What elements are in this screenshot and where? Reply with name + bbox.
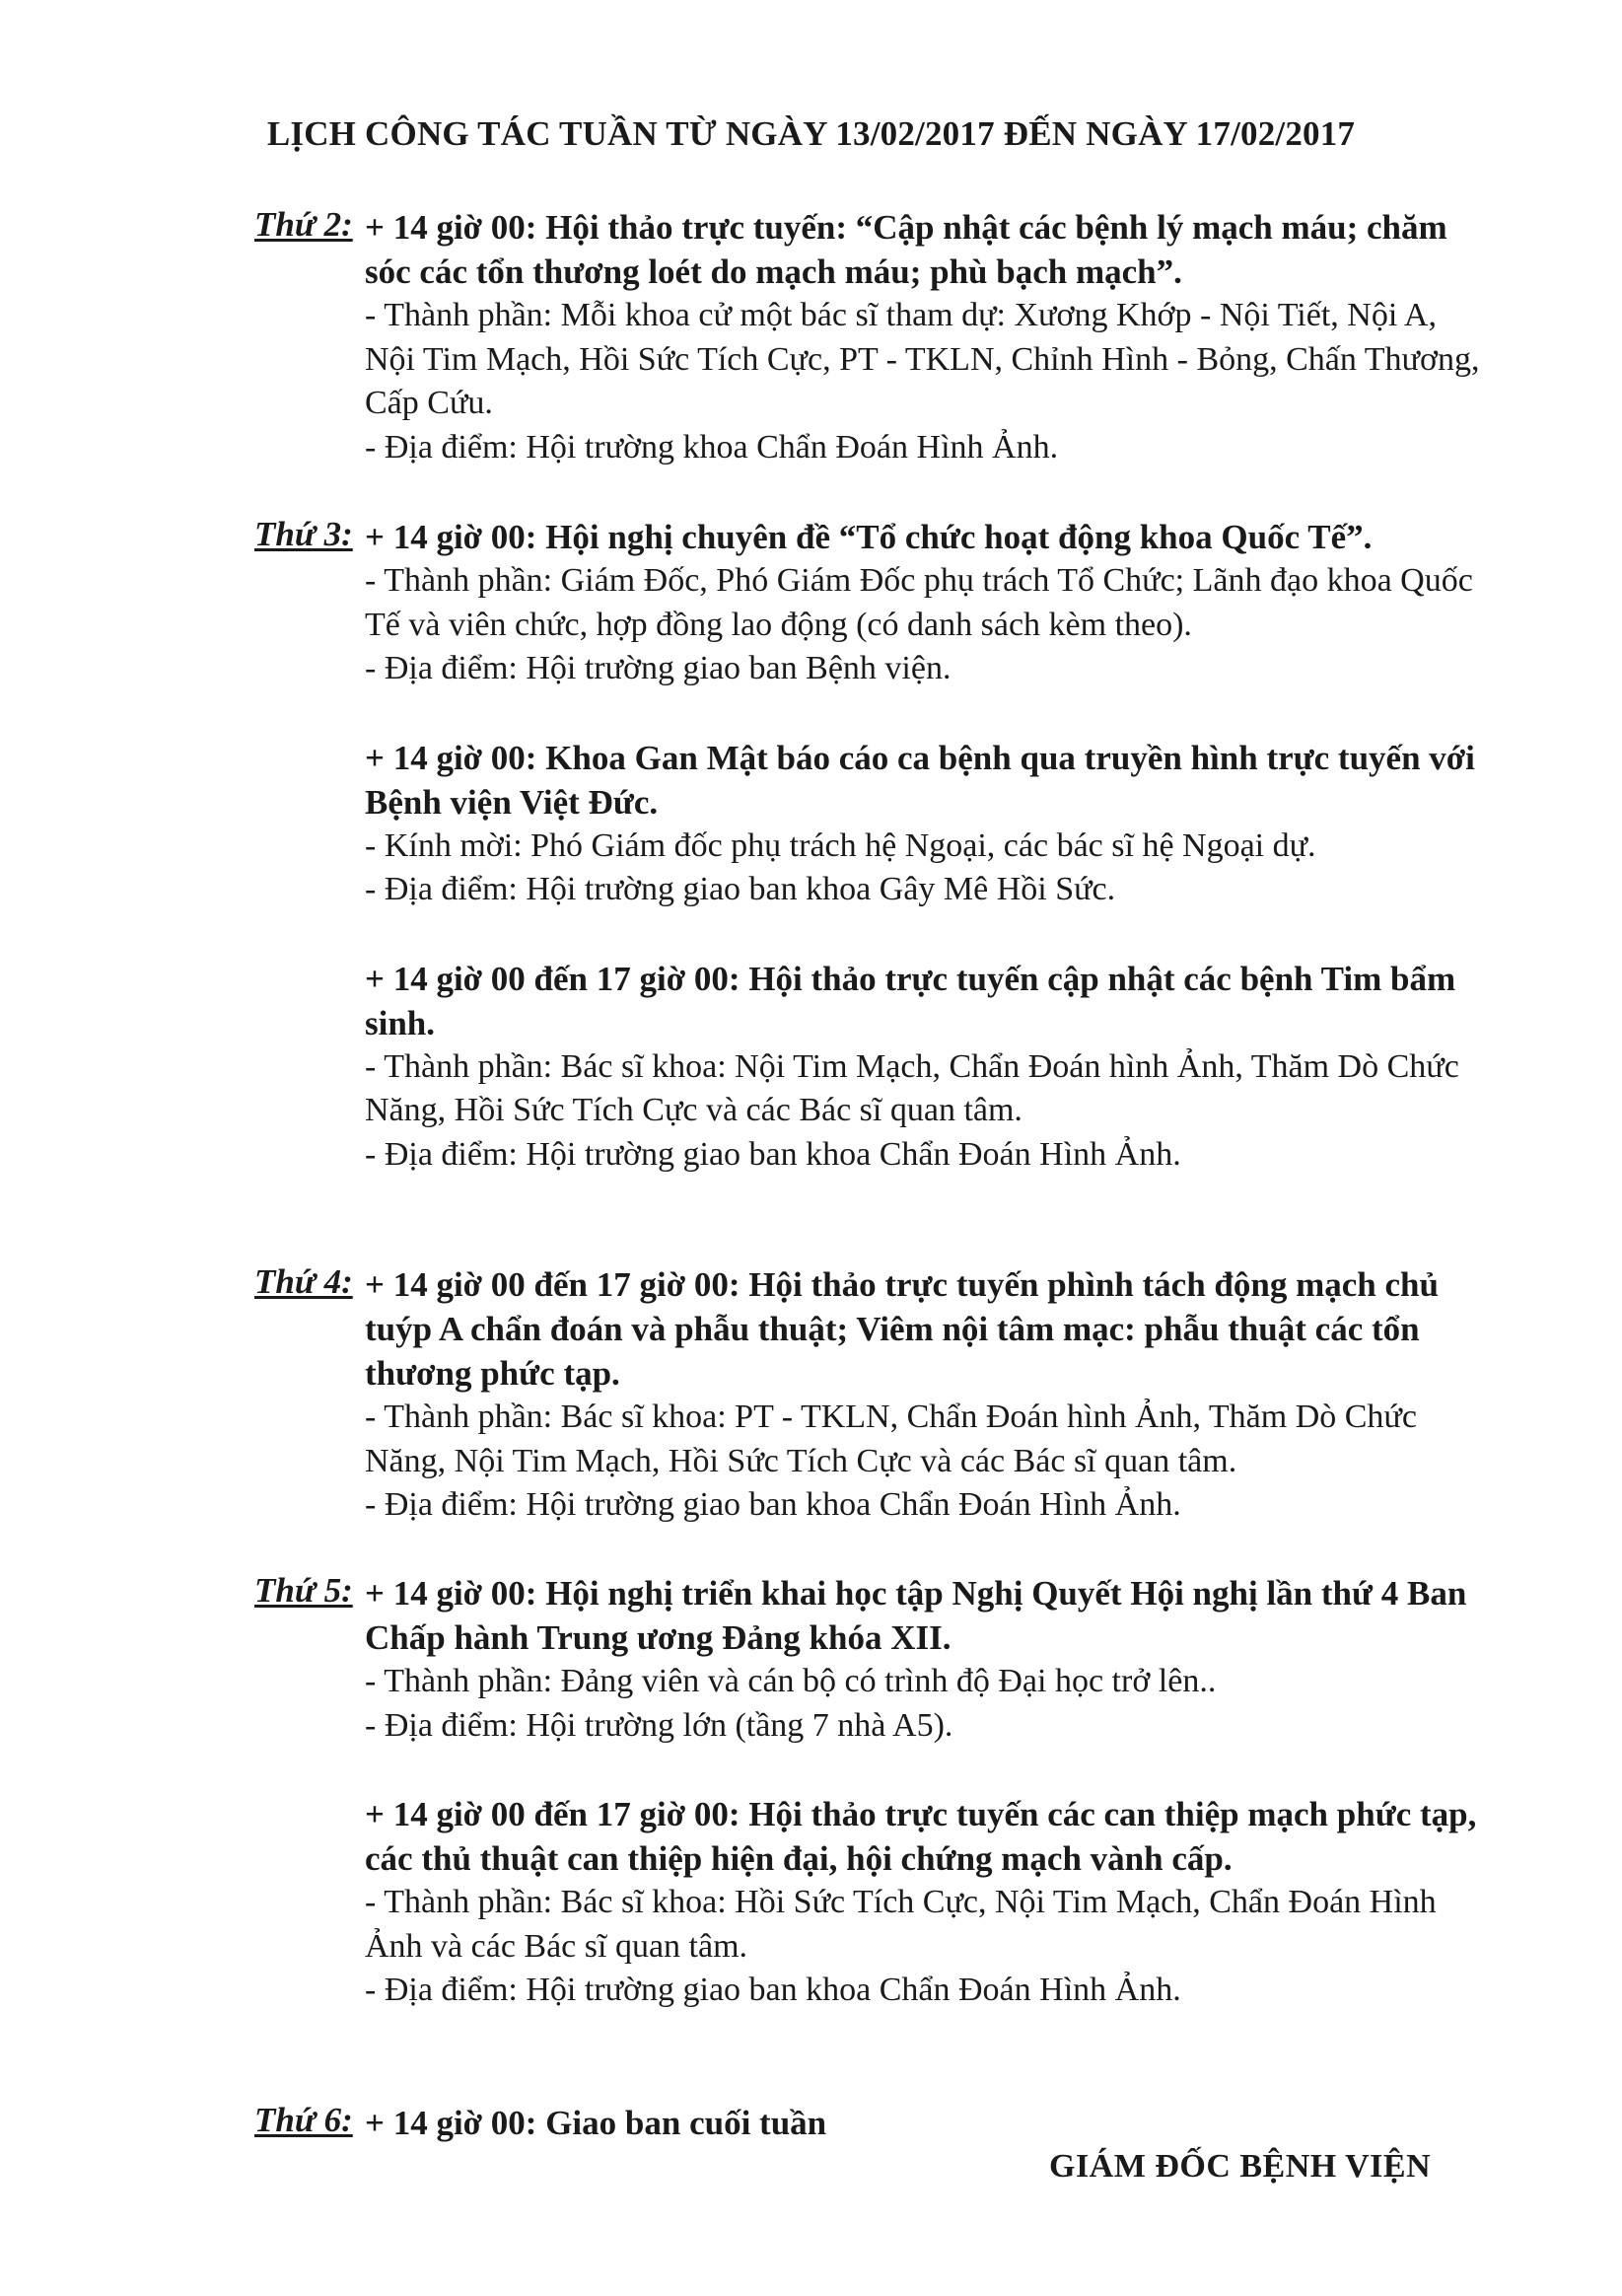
day-label: Thứ 2: (254, 205, 353, 244)
day-entries (365, 1571, 1489, 2013)
entry-headline: + 14 giờ 00: Hội thảo trực tuyến: “Cập nhật các bệnh lý mạch máu; chăm sóc các tổn thương loét do mạch máu; phù bạch mạch”. (365, 208, 1447, 291)
schedule-entry (365, 957, 1489, 1178)
entry-headline: + 14 giờ 00 đến 17 giờ 00: Hội thảo trực tuyến phình tách động mạch chủ tuýp A chẩn đoán và phẫu thuật; Viêm nội tâm mạc: phẫu thuật các tổn thương phức tạp. (365, 1265, 1439, 1393)
day-label: Thứ 6: (254, 2101, 353, 2139)
entry-participants: - Thành phần: Bác sĩ khoa: Hồi Sức Tích Cực, Nội Tim Mạch, Chẩn Đoán Hình Ảnh và các Bác sĩ quan tâm. (365, 1884, 1437, 1965)
entry-headline: + 14 giờ 00: Hội nghị triển khai học tập Nghị Quyết Hội nghị lần thứ 4 Ban Chấp hành Trung ương Đảng khóa XII. (365, 1574, 1467, 1657)
schedule-entry (365, 1262, 1489, 1528)
entry-participants: - Thành phần: Mỗi khoa cử một bác sĩ tham dự: Xương Khớp - Nội Tiết, Nội A, Nội Tim Mạch, Hồi Sức Tích Cực, PT - TKLN, Chỉnh Hình - Bỏng, Chấn Thương, Cấp Cứu. (365, 297, 1480, 421)
entry-participants: - Thành phần: Giám Đốc, Phó Giám Đốc phụ trách Tổ Chức; Lãnh đạo khoa Quốc Tế và viên chức, hợp đồng lao động (có danh sách kèm theo). (365, 562, 1473, 643)
day-entries (365, 1262, 1489, 1528)
entry-headline: + 14 giờ 00 đến 17 giờ 00: Hội thảo trực tuyến các can thiệp mạch phức tạp, các thủ thuật can thiệp hiện đại, hội chứng mạch vành cấp. (365, 1795, 1477, 1878)
schedule-entry (365, 1571, 1489, 1748)
entry-invitees: - Kính mời: Phó Giám đốc phụ trách hệ Ngoại, các bác sĩ hệ Ngoại dự. (365, 826, 1316, 864)
day-entries (365, 2101, 1489, 2145)
entry-location: - Địa điểm: Hội trường khoa Chẩn Đoán Hình Ảnh. (365, 428, 1059, 466)
entry-location: - Địa điểm: Hội trường giao ban Bệnh viện. (365, 650, 952, 686)
schedule-entry (365, 2101, 1489, 2145)
schedule-entry (365, 515, 1489, 691)
entry-headline: + 14 giờ 00 đến 17 giờ 00: Hội thảo trực tuyến cập nhật các bệnh Tim bẩm sinh. (365, 959, 1456, 1042)
day-entries (365, 205, 1489, 469)
day-label: Thứ 5: (254, 1571, 353, 1610)
schedule-entry (365, 205, 1489, 469)
entry-location: - Địa điểm: Hội trường giao ban khoa Gây Mê Hồi Sức. (365, 871, 1116, 907)
entry-participants: - Thành phần: Bác sĩ khoa: PT - TKLN, Chẩn Đoán hình Ảnh, Thăm Dò Chức Năng, Nội Tim Mạch, Hồi Sức Tích Cực và các Bác sĩ quan tâm. (365, 1399, 1417, 1479)
entry-headline: + 14 giờ 00: Giao ban cuối tuần (365, 2104, 827, 2142)
entry-participants: - Thành phần: Đảng viên và cán bộ có trình độ Đại học trở lên.. (365, 1663, 1217, 1699)
entry-headline: + 14 giờ 00: Khoa Gan Mật báo cáo ca bệnh qua truyền hình trực tuyến với Bệnh viện Việt Đức. (365, 738, 1475, 822)
entry-headline: + 14 giờ 00: Hội nghị chuyên đề “Tổ chức hoạt động khoa Quốc Tế”. (365, 518, 1373, 556)
schedule-entry (365, 736, 1489, 912)
day-entries (365, 515, 1489, 1177)
entry-location: - Địa điểm: Hội trường giao ban khoa Chẩn Đoán Hình Ảnh. (365, 1486, 1181, 1523)
document-title: LỊCH CÔNG TÁC TUẦN TỪ NGÀY 13/02/2017 ĐẾN NGÀY 17/02/2017 (266, 114, 1356, 153)
schedule-entry (365, 1792, 1489, 2013)
entry-location: - Địa điểm: Hội trường giao ban khoa Chẩn Đoán Hình Ảnh. (365, 1135, 1181, 1173)
entry-location: - Địa điểm: Hội trường lớn (tầng 7 nhà A5). (365, 1706, 953, 1744)
day-label: Thứ 4: (254, 1262, 353, 1301)
entry-location: - Địa điểm: Hội trường giao ban khoa Chẩn Đoán Hình Ảnh. (365, 1972, 1181, 2008)
entry-participants: - Thành phần: Bác sĩ khoa: Nội Tim Mạch, Chẩn Đoán hình Ảnh, Thăm Dò Chức Năng, Hồi Sức Tích Cực và các Bác sĩ quan tâm. (365, 1047, 1459, 1128)
day-label: Thứ 3: (254, 515, 353, 553)
signature-title: GIÁM ĐỐC BỆNH VIỆN (1049, 2148, 1432, 2185)
